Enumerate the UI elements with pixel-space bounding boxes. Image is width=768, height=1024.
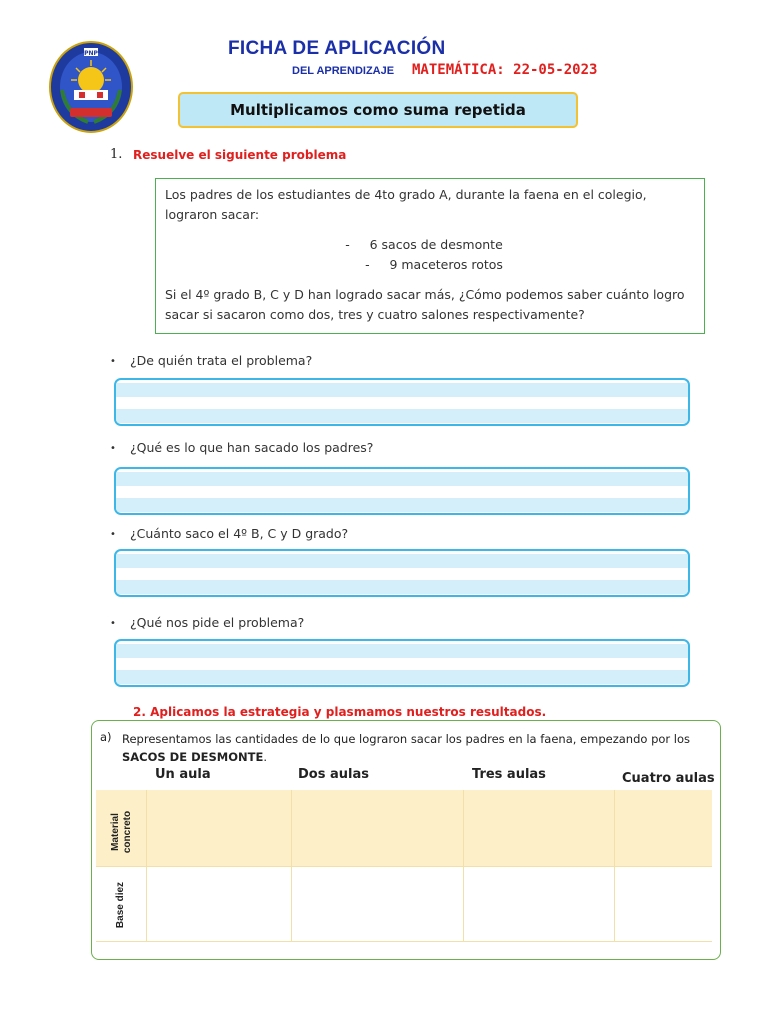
- topic-banner-text: Multiplicamos como suma repetida: [230, 101, 526, 119]
- cell-base-tres-aulas[interactable]: [464, 867, 614, 941]
- answer-field-2[interactable]: [114, 467, 690, 515]
- answer-field-4[interactable]: [114, 639, 690, 687]
- cell-material-cuatro-aulas[interactable]: [615, 790, 712, 866]
- column-header-un-aula: Un aula: [155, 767, 211, 782]
- question-3: [110, 526, 348, 541]
- column-header-clip: [622, 767, 716, 786]
- bullet: •: [110, 618, 116, 629]
- subject-date: MATEMÁTICA: 22-05-2023: [412, 62, 598, 78]
- question-4: [110, 615, 304, 630]
- page-subtitle: DEL APRENDIZAJE: [292, 65, 395, 77]
- cell-material-dos-aulas[interactable]: [292, 790, 463, 866]
- row-label-line1: Base diez: [115, 881, 126, 929]
- topic-banner: [178, 92, 578, 128]
- part-a-end: .: [263, 750, 267, 764]
- question-text: ¿Cuánto saco el 4º B, C y D grado?: [130, 526, 349, 541]
- problem-intro: Los padres de los estudiantes de 4to grado A, durante la faena en el colegio, lograron sacar:: [165, 187, 647, 222]
- column-header-dos-aulas: Dos aulas: [298, 767, 369, 782]
- problem-question: Si el 4º grado B, C y D han logrado sacar más, ¿Cómo podemos saber cuánto logro sacar si sacaron como dos, tres y cuatro salones respectivamente?: [165, 287, 685, 322]
- question-text: ¿Qué nos pide el problema?: [130, 615, 305, 630]
- column-header-tres-aulas: Tres aulas: [472, 767, 546, 782]
- bullet: •: [110, 443, 116, 454]
- part-a-instructions: [122, 730, 712, 766]
- part-a-bold: SACOS DE DESMONTE: [122, 750, 264, 764]
- cell-material-tres-aulas[interactable]: [464, 790, 614, 866]
- question-1: [110, 353, 312, 368]
- problem-item: - 9 maceteros rotos: [365, 257, 503, 272]
- row-label-base-diez: [115, 865, 129, 942]
- representation-table: [96, 790, 712, 942]
- bullet: •: [110, 529, 116, 540]
- column-header-cuatro-aulas: Cuatro aulas: [622, 771, 715, 786]
- problem-item: - 6 sacos de desmonte: [345, 237, 503, 252]
- part-a-label: a): [100, 730, 112, 744]
- problem-box: [155, 178, 705, 334]
- section-1-title: Resuelve el siguiente problema: [133, 148, 347, 162]
- cell-material-un-aula[interactable]: [147, 790, 291, 866]
- section-1-number: 1.: [110, 147, 123, 162]
- question-text: ¿De quién trata el problema?: [130, 353, 313, 368]
- cell-base-un-aula[interactable]: [147, 867, 291, 941]
- row-label-line2: concreto: [122, 810, 133, 854]
- crest-label: PNP: [84, 50, 98, 57]
- cell-base-dos-aulas[interactable]: [292, 867, 463, 941]
- row-label-line1: Material: [110, 813, 121, 851]
- bullet: •: [110, 356, 116, 367]
- answer-field-1[interactable]: [114, 378, 690, 426]
- question-2: [110, 440, 373, 455]
- part-a-text: Representamos las cantidades de lo que lograron sacar los padres en la faena, empezando por los: [122, 732, 691, 746]
- cell-base-cuatro-aulas[interactable]: [615, 867, 712, 941]
- row-label-material: [110, 792, 134, 872]
- question-text: ¿Qué es lo que han sacado los padres?: [130, 440, 374, 455]
- school-crest-logo: [48, 40, 134, 134]
- section-2-title: 2. Aplicamos la estrategia y plasmamos nuestros resultados.: [133, 705, 547, 719]
- page-title: FICHA DE APLICACIÓN: [228, 38, 446, 59]
- answer-field-3[interactable]: [114, 549, 690, 597]
